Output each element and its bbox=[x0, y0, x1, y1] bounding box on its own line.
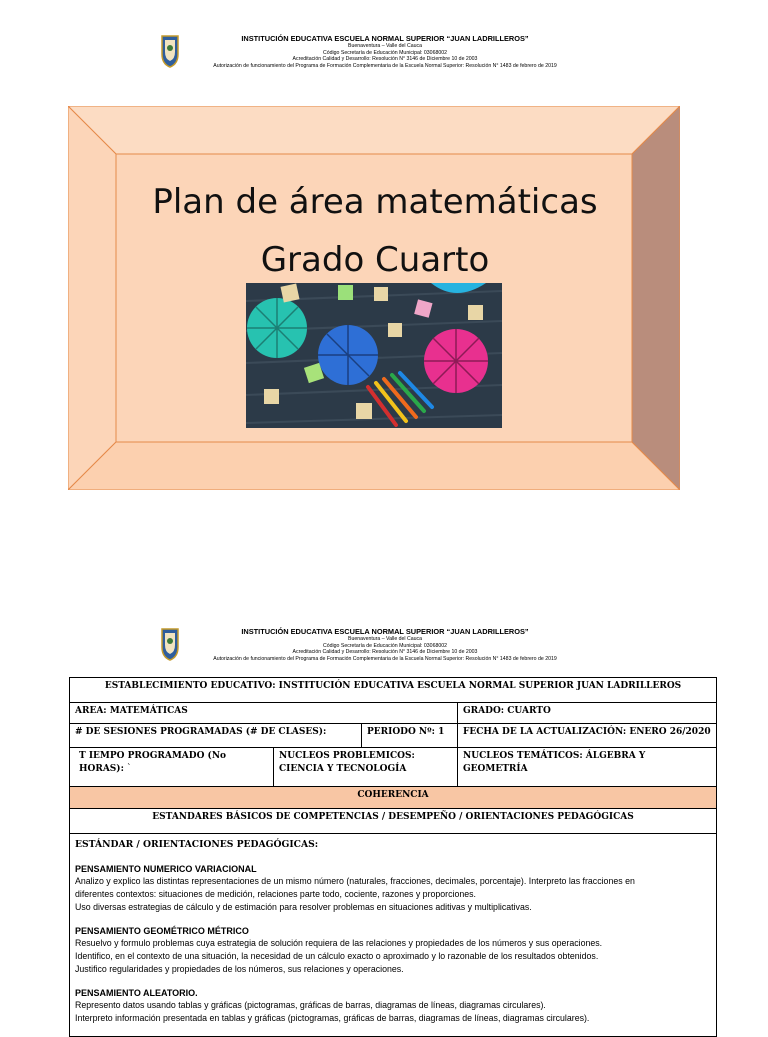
math-manipulatives-photo bbox=[246, 283, 502, 428]
cover-subtitle-line: Grado Cuarto bbox=[260, 240, 490, 280]
tiempo-label: T IEMPO PROGRAMADO (No HORAS): bbox=[79, 751, 227, 774]
tiempo-mark: ` bbox=[127, 764, 132, 774]
estandar-heading: ESTÁNDAR / ORIENTACIONES PEDAGÓGICAS: bbox=[75, 839, 319, 850]
grado-cell: GRADO: CUARTO bbox=[458, 703, 717, 724]
pensamiento-line: diferentes contextos: situaciones de medición, relaciones parte todo, cociente, razones y proporciones. bbox=[75, 889, 476, 899]
pensamiento-line: Interpreto información presentada en tablas y gráficas (pictogramas, gráficas de barras, diagramas de líneas, diagramas circulares). bbox=[75, 1013, 590, 1023]
school-seal-icon bbox=[160, 627, 180, 661]
pensamiento-line: Justifico regularidades y propiedades de los números, sus relaciones y operaciones. bbox=[75, 964, 404, 974]
area-plan-table bbox=[69, 677, 717, 1037]
nucleos-problemicos-cell: NUCLEOS PROBLEMICOS: CIENCIA Y TECNOLOGÍA bbox=[274, 748, 458, 787]
pensamiento-line: Resuelvo y formulo problemas cuya estrategia de solución requiera de las relaciones y propiedades de los números y sus operaciones. bbox=[75, 938, 603, 948]
sesiones-cell: # DE SESIONES PROGRAMADAS (# DE CLASES): bbox=[70, 724, 362, 748]
establecimiento-cell: ESTABLECIMIENTO EDUCATIVO: INSTITUCIÓN EDUCATIVA ESCUELA NORMAL SUPERIOR JUAN LADRILLEROS bbox=[70, 678, 717, 703]
pensamiento-line: Identifico, en el contexto de una situación, la necesidad de un cálculo exacto o aproximado y lo razonable de los resultados obtenidos. bbox=[75, 951, 599, 961]
periodo-cell: PERIODO Nº: 1 bbox=[362, 724, 458, 748]
coherencia-header: COHERENCIA bbox=[70, 787, 717, 809]
letterhead-line: Código Secretaría de Educación Municipal: 03068002 bbox=[322, 49, 447, 56]
letterhead-text bbox=[190, 34, 580, 69]
fecha-cell: FECHA DE LA ACTUALIZACIÓN: ENERO 26/2020 bbox=[458, 724, 717, 748]
pensamiento-aleatorio bbox=[75, 987, 711, 1025]
nucleos-tematicos-cell: NUCLEOS TEMÁTICOS: ÁLGEBRA Y GEOMETRÍA bbox=[458, 748, 717, 787]
pensamiento-line: Analizo y explico las distintas representaciones de un mismo número (naturales, fracciones, decimales, porcentaje). Interpreto las fracciones en bbox=[75, 876, 635, 886]
letterhead-line: Acreditación Calidad y Desarrollo: Resolución N° 3146 de Diciembre 10 de 2003 bbox=[292, 649, 478, 656]
pensamiento-title: PENSAMIENTO ALEATORIO. bbox=[75, 988, 198, 998]
school-seal-icon bbox=[160, 34, 180, 68]
area-cell: AREA: MATEMÁTICAS bbox=[70, 703, 458, 724]
pensamiento-title: PENSAMIENTO NUMERICO VARIACIONAL bbox=[75, 864, 257, 874]
pensamiento-title: PENSAMIENTO GEOMÉTRICO MÉTRICO bbox=[75, 926, 249, 936]
letterhead-line: Buenaventura – Valle del Cauca bbox=[347, 636, 423, 642]
letterhead-line: Autorización de funcionamiento del Programa de Formación Complementaria de la Escuela Normal Superior: Resolución N° 1483 de febrero de 2019 bbox=[213, 655, 557, 662]
pensamiento-numerico bbox=[75, 863, 711, 914]
tiempo-cell bbox=[70, 748, 274, 787]
letterhead-line: Código Secretaría de Educación Municipal: 03068002 bbox=[322, 642, 447, 649]
estandares-header: ESTANDARES BÁSICOS DE COMPETENCIAS / DESEMPEÑO / ORIENTACIONES PEDAGÓGICAS bbox=[70, 809, 717, 834]
pensamiento-geometrico bbox=[75, 925, 711, 976]
letterhead-line: Buenaventura – Valle del Cauca bbox=[347, 43, 423, 49]
letterhead-top bbox=[0, 34, 768, 80]
pensamiento-line: Represento datos usando tablas y gráficas (pictogramas, gráficas de barras, diagramas de líneas, diagramas circulares). bbox=[75, 1000, 546, 1010]
institution-name: INSTITUCIÓN EDUCATIVA ESCUELA NORMAL SUPERIOR “JUAN LADRILLEROS” bbox=[241, 34, 529, 43]
institution-name: INSTITUCIÓN EDUCATIVA ESCUELA NORMAL SUPERIOR “JUAN LADRILLEROS” bbox=[241, 627, 529, 636]
letterhead-second bbox=[0, 627, 768, 673]
pensamiento-line: Uso diversas estrategias de cálculo y de estimación para resolver problemas en situaciones aditivas y multiplicativas. bbox=[75, 902, 532, 912]
estandar-content-cell bbox=[70, 834, 717, 1037]
letterhead-line: Autorización de funcionamiento del Programa de Formación Complementaria de la Escuela Normal Superior: Resolución N° 1483 de febrero de 2019 bbox=[213, 62, 557, 69]
letterhead-line: Acreditación Calidad y Desarrollo: Resolución N° 3146 de Diciembre 10 de 2003 bbox=[292, 56, 478, 63]
cover-title-block bbox=[118, 173, 632, 289]
cover-title-line: Plan de área matemáticas bbox=[152, 182, 598, 222]
letterhead-text bbox=[190, 627, 580, 662]
